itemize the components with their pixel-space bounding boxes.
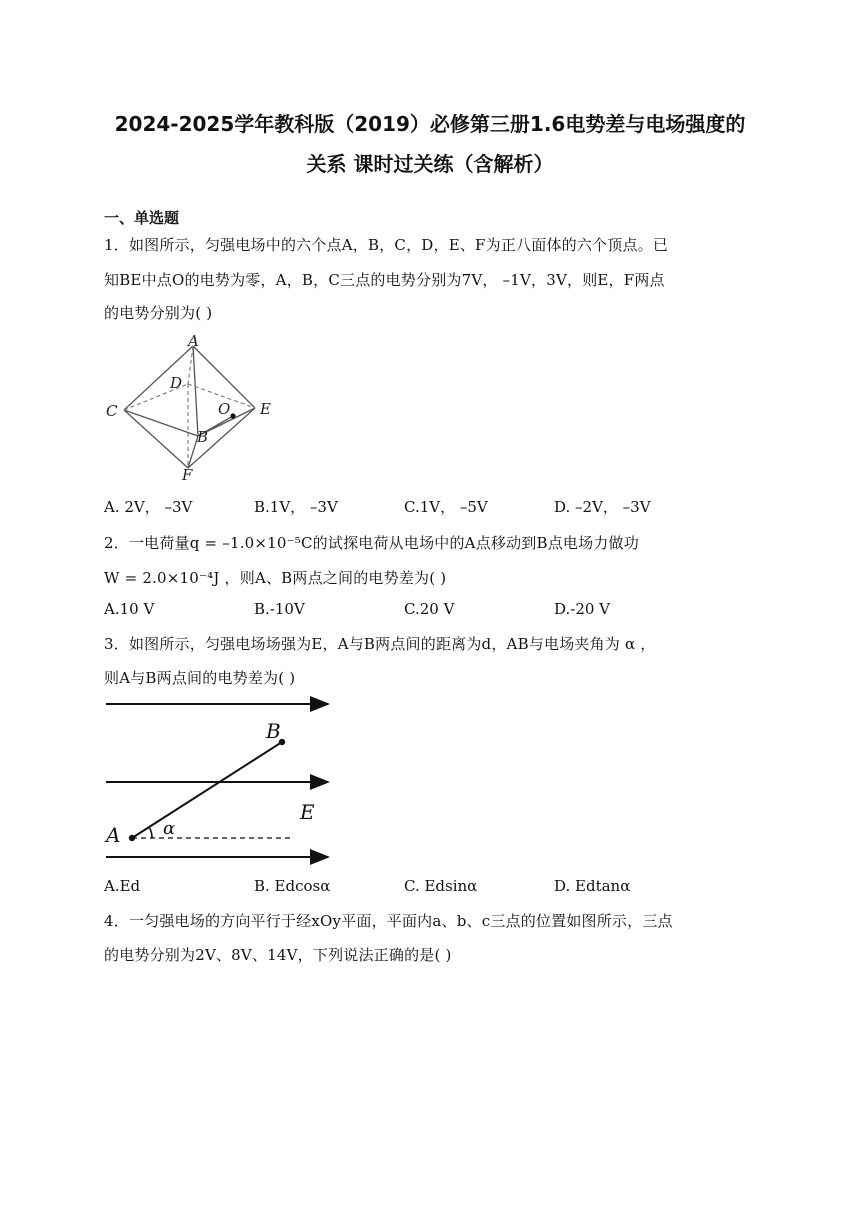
q1-label-e: E xyxy=(260,400,271,418)
q1-text-line3: 的电势分别为( ) xyxy=(104,304,213,322)
q1-label-a: A xyxy=(188,332,199,350)
q1-option-a[interactable]: A. 2V， –3V xyxy=(104,498,193,516)
q3-option-c[interactable]: C. Edsinα xyxy=(404,877,478,895)
doc-title-line1: 2024-2025学年教科版（2019）必修第三册1.6电势差与电场强度的 xyxy=(114,112,746,136)
q2-option-c[interactable]: C.20 V xyxy=(404,600,455,618)
q1-text-line1: 1．如图所示，匀强电场中的六个点A，B，C，D，E、F为正八面体的六个顶点。已 xyxy=(104,236,669,254)
q1-text-line2: 知BE中点O的电势为零，A，B，C三点的电势分别为7V， –1V，3V，则E，F两点 xyxy=(104,271,665,289)
q1-option-d[interactable]: D. –2V， –3V xyxy=(554,498,651,516)
q2-text-line1: 2．一电荷量q = –1.0×10⁻⁵C的试探电荷从电场中的A点移动到B点电场力做功 xyxy=(104,534,639,552)
section-heading: 一、单选题 xyxy=(104,209,180,227)
q3-option-d[interactable]: D. Edtanα xyxy=(554,877,631,895)
q1-option-c[interactable]: C.1V， –5V xyxy=(404,498,488,516)
q1-label-b: B xyxy=(197,428,209,446)
q4-text-line1: 4．一匀强电场的方向平行于经xOy平面，平面内a、b、c三点的位置如图所示，三点 xyxy=(104,912,673,930)
q3-label-b: B xyxy=(266,719,281,743)
q3-option-b[interactable]: B. Edcosα xyxy=(254,877,331,895)
q3-option-a[interactable]: A.Ed xyxy=(104,877,141,895)
q2-text-line2: W = 2.0×10⁻⁴J ，则A、B两点之间的电势差为( ) xyxy=(104,569,447,587)
q4-text-line2: 的电势分别为2V、8V、14V，下列说法正确的是( ) xyxy=(104,946,452,964)
doc-title-line2: 关系 课时过关练（含解析） xyxy=(306,152,554,176)
q2-option-d[interactable]: D.-20 V xyxy=(554,600,611,618)
q1-label-d: D xyxy=(170,374,183,392)
q3-label-a: A xyxy=(106,823,121,847)
q3-label-e: E xyxy=(300,800,315,824)
q3-label-alpha: α xyxy=(163,818,176,839)
q1-label-o: O xyxy=(218,400,231,418)
q2-option-b[interactable]: B.-10V xyxy=(254,600,305,618)
q1-option-b[interactable]: B.1V， –3V xyxy=(254,498,338,516)
q3-field-figure xyxy=(100,694,340,874)
q1-octahedron-figure xyxy=(100,332,290,484)
q2-option-a[interactable]: A.10 V xyxy=(104,600,155,618)
q1-label-f: F xyxy=(182,466,193,484)
q1-label-c: C xyxy=(106,402,118,420)
q3-text-line1: 3．如图所示，匀强电场场强为E，A与B两点间的距离为d，AB与电场夹角为 α ， xyxy=(104,635,656,653)
q3-text-line2: 则A与B两点间的电势差为( ) xyxy=(104,669,296,687)
